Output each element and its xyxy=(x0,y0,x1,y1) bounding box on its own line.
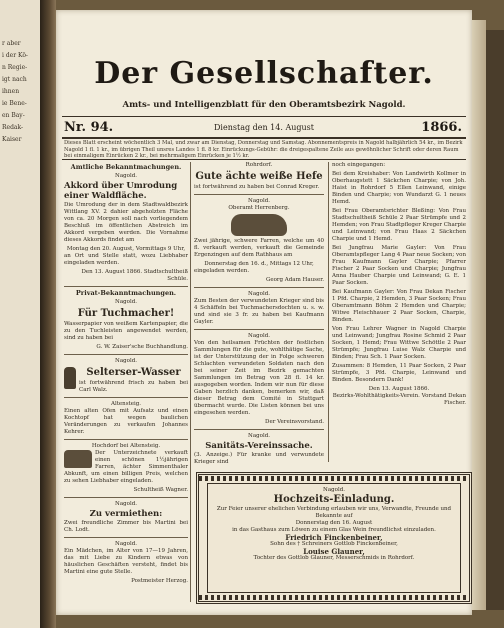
notice-heading: Für Tuchmacher! xyxy=(77,308,175,319)
invitation-text: Zur Feier unserer ehelichen Verbindung erlauben wir uns, Verwandte, Freunde und Bekannte auf xyxy=(216,506,452,519)
divider xyxy=(64,286,188,287)
bride-description: Tochter des Gottlob Glauner, Messerschmids in Rohrdorf. xyxy=(253,555,415,561)
donation-list: Von Frau Lehrer Wagner in Nagold Charpie und Leinwand; Jungfrau Rosine Schmid 2 Paar Socken, 1 Hemd; Frau Wittwe Schöttle 2 Paar Strümpfe; Jungfrau Luise Walz Charpie und Binden; Frau Sch. 1 Paar Socken. xyxy=(332,326,466,360)
place-name: Nagold. xyxy=(115,501,137,507)
notice-text: Zwei freundliche Zimmer bis Martini bei Ch. Lodt. xyxy=(64,520,188,533)
binding-line: r aber xyxy=(2,40,21,47)
notice-text: an Ort und Stelle statt, wozu Liebhaber eingeladen werden. xyxy=(64,253,188,266)
binding-line: en Bay- xyxy=(2,112,25,119)
divider xyxy=(62,116,466,117)
place-name: Nagold. xyxy=(248,333,270,339)
divider xyxy=(194,194,324,195)
place-name: Nagold. xyxy=(115,541,137,547)
ornamental-border xyxy=(199,476,469,481)
notice-text: Ein Mädchen, im Alter von 17—19 Jahren, das mit Liebe zu Kindern etwas von häuslichen Geschäften versteht, findet bis Martini eine gute Stelle. xyxy=(64,548,188,575)
donation-list: Bei Frau Oberamtsrichter Bleßing: Von Frau Stadtschultheiß Schüle 2 Paar Strümpfe und 2 Hemden; von Frau Stadtpfleger Kreger Charpie und Leinwand; von Frau Haas 2 Säckchen Charpie und 1 Hemd. xyxy=(332,208,466,242)
place-name: Nagold. xyxy=(115,358,137,364)
notice-text: ist fortwährend frisch zu haben bei Carl Walz. xyxy=(79,380,188,393)
divider xyxy=(194,329,324,330)
place-name: Nagold. xyxy=(248,198,270,204)
notice-farren xyxy=(64,450,188,485)
divider xyxy=(62,159,466,160)
notice-heading: Gute ächte weiße Hefe xyxy=(195,171,323,182)
column-divider xyxy=(328,162,329,462)
binding-line: ie Bene- xyxy=(2,100,27,107)
notice-text: Zwei jährige, schwere Farren, welche um 40 fl. verkauft werden, verkauft die Gemeinde Ergenzingen auf dem Rathhaus am xyxy=(194,238,324,258)
notice-text: Der Unterzeichnete verkauft einen schönen 1½jährigen Farren, ächter Simmenthaler Abkunft, um einen billigen Preis, welchen zu sehen Liebhaber eingeladen. xyxy=(64,450,188,484)
section-heading: Privat-Bekanntmachungen. xyxy=(75,289,177,297)
column-middle xyxy=(194,162,324,468)
notice-date: Den 13. August 1866. xyxy=(368,386,430,392)
notice-signature: Bezirks-Wohlthätigkeits-Verein. Vorstand Dekan Fischer. xyxy=(332,393,466,406)
groom-name: Friedrich Finckenbeiner, xyxy=(285,533,383,542)
notice-selters xyxy=(64,367,188,394)
groom-description: Sohn des † Schreiners Gottlob Finckenbeiner, xyxy=(270,541,398,547)
notice-signature: Der Vereinsvorstand. xyxy=(265,419,324,425)
binding-line: Kaiser xyxy=(2,136,22,143)
notice-text: (3. Anzeige.) Für kranke und verwundete Krieger sind xyxy=(194,452,324,465)
donation-list: Bei dem Kreishaber: Von Landwirth Kollmer in Oberhaugstett 1 Säckchen Charpie; von Joh. Haist in Rohrdorf 5 Ellen Leinwand, einige Binden und Charpie; von Wundarzt G. 1 neues Hemd. xyxy=(332,171,466,205)
invitation-text: in das Gasthaus zum Löwen zu einem Glas Wein freundlichst einzuladen. xyxy=(232,527,436,533)
place-name: Rohrdorf. xyxy=(245,162,273,168)
notice-text: ist fortwährend zu haben bei Conrad Kreger. xyxy=(194,184,320,190)
binding-line: n Regie- xyxy=(2,64,28,71)
subscription-info: Dieses Blatt erscheint wöchentlich 3 Mal, und zwar am Dienstag, Donnerstag und Samstag. Abonnementspreis in Nagold halbjährlich 54 kr., im Bezirk Nagold 1 fl. 1 kr., im übrigen Theil unsres Landes 1 fl. 8 kr. Einrückungs-Gebühr: die dreigespaltene Zeile aus gewöhnlicher Schrift oder deren Raum bei einmaligem Einrücken 2 kr., bei mehrmaligem Einrücken je 1½ kr. xyxy=(64,140,463,159)
notice-heading: Akkord über Umrodung einer Waldfläche. xyxy=(64,181,178,201)
notice-text: Wasserpapier von weißem Kartenpapier, die zu den Tuchleisten angewendet werden, sind zu haben bei xyxy=(64,321,188,341)
divider xyxy=(194,429,324,430)
column-divider xyxy=(190,162,191,602)
place-name: Nagold. xyxy=(248,433,270,439)
list-intro: noch eingegangen: xyxy=(332,162,386,168)
notice-signature: G. W. Zaiser'sche Buchhandlung. xyxy=(96,344,188,350)
notice-signature: Schultheiß Wagner. xyxy=(133,487,188,493)
invitation-title: Hochzeits-Einladung. xyxy=(273,494,395,505)
notice-date: Montag den 20. August, Vormittags 9 Uhr, xyxy=(66,246,186,252)
place-name: Nagold. xyxy=(115,299,137,305)
bottle-illustration xyxy=(64,367,76,389)
divider xyxy=(64,497,188,498)
place-name: Nagold. xyxy=(115,173,137,179)
section-heading: Amtliche Bekanntmachungen. xyxy=(70,163,182,171)
notice-heading: Sanitäts-Vereinssache. xyxy=(205,441,313,451)
notice-text: Einen alten Ofen mit Aufsatz und einen Kochtopf hat wegen baulichen Veränderungen zu verkaufen Johannes Kehrer. xyxy=(64,408,188,435)
wedding-invitation xyxy=(196,472,472,604)
invitation-date: Donnerstag den 16. August xyxy=(295,520,373,526)
place-name: Nagold. xyxy=(248,291,270,297)
notice-text: eingeladen werden. xyxy=(194,268,250,274)
invitation-body xyxy=(207,483,461,593)
ox-illustration xyxy=(231,214,287,236)
place-name: Hochdorf bei Altensteig. xyxy=(91,443,161,449)
binding-line: Redak- xyxy=(2,124,24,131)
notice-heading: Zu vermiethen: xyxy=(89,509,163,519)
notice-text: Zum Besten der verwundeten Krieger sind bis 4 Schäffeln bei Tuchmachersdochten u. s. w. und sind sie 3 fr. zu haben bei Kaufmann Gayler. xyxy=(194,298,324,325)
donation-list: Zusammen: 8 Hemden, 11 Paar Socken, 2 Paar Strümpfe, 3 Pfd. Charpie, Leinwand und Binden. Besondern Dank! xyxy=(332,363,466,383)
notice-signature: Den 13. August 1866. Stadtschultheiß Schüle. xyxy=(81,269,188,282)
notice-text: Von den heilsamen Früchten der festlichen Sammlungen für die gute, wohlthätige Sache, ist der Unterstützung der in Folge schweren Schlachten verwundeten Soldaten nach den bei seiner Zeit im Bezirk gemachten Sammlungen im Betrag von 28 fl. 14 kr. ausgegeben worden. Indem wir nun für diese Gaben herzlich danken, bemerken wir, daß dieser Betrag dem Comité in Stuttgart übermacht wurde. Die Listen können bei uns eingesehen werden. xyxy=(194,340,324,416)
divider xyxy=(194,287,324,288)
newspaper-page xyxy=(56,10,472,615)
divider xyxy=(64,397,188,398)
donation-list: Bei Kaufmann Gayler: Von Frau Dekan Fischer 1 Pfd. Charpie, 2 Hemden, 3 Paar Socken; Frau Oberamtmann Böhm 2 Hemden und Charpie; Witwe Fleischhauer 2 Paar Socken, Charpie, Binden. xyxy=(332,289,466,323)
page-edge xyxy=(472,20,486,610)
masthead-title: Der Gesellschafter. xyxy=(94,56,434,91)
column-left xyxy=(64,162,188,585)
notice-signature: Postmeister Herzog. xyxy=(131,578,188,584)
ornamental-border xyxy=(199,595,469,600)
place-name: Nagold. xyxy=(323,487,345,493)
divider xyxy=(64,354,188,355)
column-right xyxy=(332,162,466,407)
donation-list: Bei Jungfrau Marie Gayler: Von Frau Oberamtspfleger Lang 4 Paar neue Socken; von Frau Kaufmann Gayler Charpie; Pfarrer Fischer 2 Paar Socken und Charpie; Jungfrau Anna Hauber Charpie und Leinwand; G. E. 1 Paar Socken. xyxy=(332,245,466,286)
issue-date: Dienstag den 14. August xyxy=(214,123,314,132)
notice-text: Die Umrodung der in dem Stadtwaldbezirk Wittlang XV. 2 dahier abgeholzten Fläche von ca. 20 Morgen soll nach vorliegendem Beschluß im öffentlichen Abstreich im Akkord vergeben werden. Die Vornahme dieses Akkords findet am xyxy=(64,202,188,243)
masthead-subtitle: Amts- und Intelligenzblatt für den Oberamtsbezirk Nagold. xyxy=(122,100,406,110)
notice-date: Donnerstag den 16. d., Mittags 12 Uhr, xyxy=(204,261,314,267)
binding-line: igt nach xyxy=(2,76,27,83)
binding-line: ihnen xyxy=(2,88,20,95)
previous-page-edge xyxy=(0,0,40,628)
issue-year: 1866. xyxy=(421,120,462,135)
binding-line: i der Kö- xyxy=(2,52,28,59)
issue-number: Nr. 94. xyxy=(64,120,114,135)
notice-signature: Georg Adam Hauser. xyxy=(265,277,324,283)
divider xyxy=(64,537,188,538)
divider xyxy=(62,137,466,139)
bride-name: Louise Glauner, xyxy=(303,547,365,556)
place-name: Altensteig. xyxy=(110,401,142,407)
notice-subheading: Oberamt Herrenberg. xyxy=(228,205,290,211)
divider xyxy=(64,439,188,440)
bull-illustration xyxy=(64,450,92,468)
book-cover-edge xyxy=(486,30,504,610)
book-gutter xyxy=(40,0,56,628)
notice-heading: Selterser-Wasser xyxy=(86,367,181,378)
